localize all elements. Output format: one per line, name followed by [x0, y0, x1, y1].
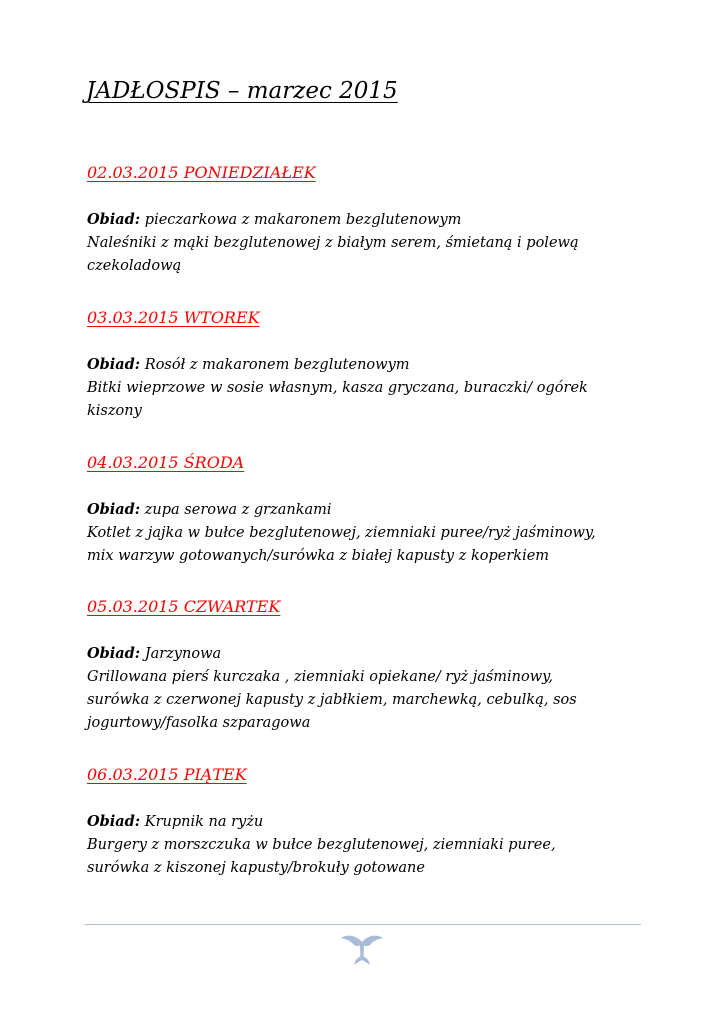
obiad-label: Obiad:	[87, 813, 141, 830]
soup-text: Rosół z makaronem bezglutenowym	[140, 357, 410, 373]
day-menu	[87, 353, 647, 423]
menu-line: Grillowana pierś kurczaka , ziemniaki opiekane/ ryż jaśminowy,	[87, 669, 554, 685]
menu-line: mix warzyw gotowanych/surówka z białej kapusty z koperkiem	[87, 548, 550, 564]
obiad-label: Obiad:	[87, 501, 141, 518]
menu-line: Burgery z morszczuka w bułce bezglutenowej, ziemniaki puree,	[87, 837, 556, 853]
footer-divider	[85, 924, 641, 925]
day-section-monday	[87, 163, 647, 278]
menu-line	[87, 208, 647, 232]
obiad-label: Obiad:	[87, 211, 141, 228]
soup-text: pieczarkowa z makaronem bezglutenowym	[140, 212, 462, 228]
page-title: JADŁOSPIS – marzec 2015	[86, 78, 398, 104]
day-heading: 04.03.2015 ŚRODA	[87, 453, 245, 472]
obiad-label: Obiad:	[87, 645, 141, 662]
menu-line: Kotlet z jajka w bułce bezglutenowej, ziemniaki puree/ryż jaśminowy,	[87, 525, 596, 541]
day-menu	[87, 498, 647, 568]
day-section-wednesday	[87, 453, 647, 568]
day-heading: 05.03.2015 CZWARTEK	[87, 597, 281, 616]
day-menu	[87, 810, 647, 880]
menu-line: surówka z kiszonej kapusty/brokuły gotowane	[87, 860, 425, 876]
menu-line	[87, 642, 647, 666]
menu-line	[87, 810, 647, 834]
soup-text: Jarzynowa	[140, 646, 222, 662]
menu-line	[87, 498, 647, 522]
day-section-thursday	[87, 597, 647, 735]
day-menu	[87, 642, 647, 735]
leaf-ornament-icon	[339, 932, 385, 968]
obiad-label: Obiad:	[87, 356, 141, 373]
soup-text: Krupnik na ryżu	[140, 814, 264, 830]
menu-line: kiszony	[87, 403, 142, 419]
menu-line: Bitki wieprzowe w sosie własnym, kasza gryczana, buraczki/ ogórek	[87, 380, 588, 396]
day-heading: 02.03.2015 PONIEDZIAŁEK	[87, 163, 316, 182]
day-section-tuesday	[87, 308, 647, 423]
day-section-friday	[87, 765, 647, 880]
soup-text: zupa serowa z grzankami	[140, 502, 332, 518]
menu-line	[87, 353, 647, 377]
day-menu	[87, 208, 647, 278]
menu-line: surówka z czerwonej kapusty z jabłkiem, marchewką, cebulką, sos	[87, 692, 577, 708]
day-heading: 06.03.2015 PIĄTEK	[87, 765, 247, 784]
menu-line: jogurtowy/fasolka szparagowa	[87, 715, 311, 731]
menu-line: Naleśniki z mąki bezglutenowej z białym serem, śmietaną i polewą	[87, 235, 579, 251]
day-heading: 03.03.2015 WTOREK	[87, 308, 260, 327]
menu-line: czekoladową	[87, 258, 182, 274]
